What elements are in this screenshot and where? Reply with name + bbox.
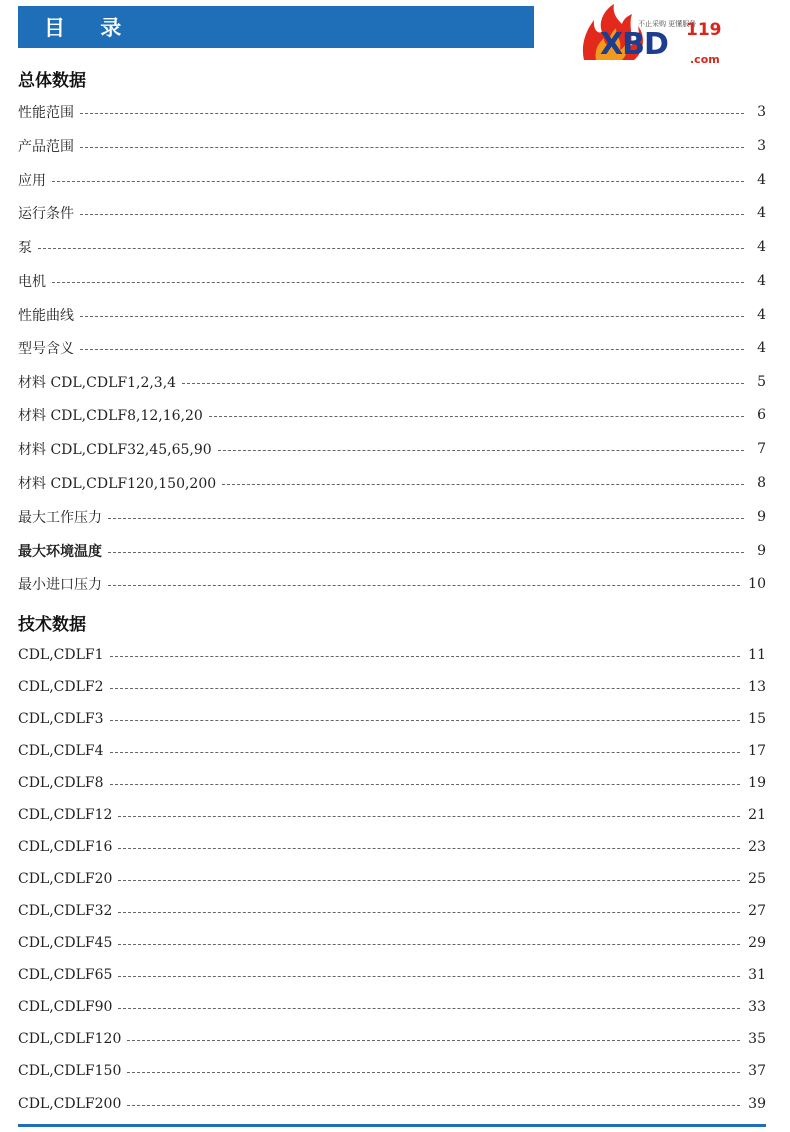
dot-leader <box>80 147 744 148</box>
toc-entry-page: 4 <box>757 205 766 221</box>
page-title: 目 录 <box>44 16 136 40</box>
toc-entry-page: 39 <box>748 1096 766 1112</box>
toc-entry[interactable] <box>18 404 766 426</box>
dot-leader <box>118 912 740 913</box>
section-heading-technical: 技术数据 <box>18 615 86 635</box>
dot-leader <box>110 720 741 721</box>
dot-leader <box>52 181 744 182</box>
toc-entry-page: 33 <box>748 999 766 1015</box>
toc-entry-label: CDL,CDLF32 <box>18 903 113 919</box>
logo-domain: .com <box>690 53 720 66</box>
toc-entry[interactable] <box>18 337 766 359</box>
toc-entry-page: 9 <box>757 509 766 525</box>
toc-entry-label: 性能曲线 <box>18 308 74 324</box>
dot-leader <box>118 1008 740 1009</box>
toc-entry[interactable] <box>18 472 766 494</box>
toc-entry-label: CDL,CDLF20 <box>18 871 113 887</box>
toc-entry-page: 37 <box>748 1063 766 1079</box>
toc-entry[interactable] <box>18 772 766 794</box>
toc-entry-label: 应用 <box>18 173 46 189</box>
toc-entry-page: 4 <box>757 239 766 255</box>
toc-entry-page: 4 <box>757 340 766 356</box>
toc-entry-page: 13 <box>748 679 766 695</box>
dot-leader <box>118 816 740 817</box>
toc-entry[interactable] <box>18 371 766 393</box>
toc-entry[interactable] <box>18 573 766 595</box>
toc-entry-label: CDL,CDLF12 <box>18 807 113 823</box>
toc-entry[interactable] <box>18 932 766 954</box>
toc-entry[interactable] <box>18 868 766 890</box>
toc-entry[interactable] <box>18 676 766 698</box>
dot-leader <box>108 518 744 519</box>
toc-entry-label: 材料 CDL,CDLF120,150,200 <box>18 476 217 492</box>
dot-leader <box>110 784 741 785</box>
toc-entry-label: CDL,CDLF65 <box>18 967 113 983</box>
toc-entry-label: 材料 CDL,CDLF8,12,16,20 <box>18 408 203 424</box>
toc-entry[interactable] <box>18 506 766 528</box>
toc-entry[interactable] <box>18 169 766 191</box>
dot-leader <box>218 450 744 451</box>
toc-entry[interactable] <box>18 304 766 326</box>
toc-entry-page: 15 <box>748 711 766 727</box>
section-heading-general: 总体数据 <box>18 71 86 91</box>
toc-entry-page: 27 <box>748 903 766 919</box>
toc-entry-page: 17 <box>748 743 766 759</box>
dot-leader <box>182 383 744 384</box>
toc-entry-label: 泵 <box>18 240 32 256</box>
toc-entry[interactable] <box>18 1093 766 1115</box>
dot-leader <box>118 848 740 849</box>
toc-entry[interactable] <box>18 836 766 858</box>
dot-leader <box>127 1105 740 1106</box>
dot-leader <box>80 316 744 317</box>
toc-entry-label: 最大环境温度 <box>18 544 102 560</box>
toc-entry-label: CDL,CDLF45 <box>18 935 113 951</box>
toc-entry[interactable] <box>18 644 766 666</box>
toc-entry[interactable] <box>18 540 766 562</box>
dot-leader <box>118 944 740 945</box>
toc-entry-label: CDL,CDLF3 <box>18 711 104 727</box>
toc-entry[interactable] <box>18 202 766 224</box>
toc-entry-label: 运行条件 <box>18 206 74 222</box>
dot-leader <box>127 1072 740 1073</box>
toc-entry-page: 8 <box>757 475 766 491</box>
dot-leader <box>80 349 744 350</box>
toc-entry-label: 材料 CDL,CDLF1,2,3,4 <box>18 375 177 391</box>
toc-entry-label: CDL,CDLF200 <box>18 1096 122 1112</box>
dot-leader <box>108 552 744 553</box>
toc-entry-page: 25 <box>748 871 766 887</box>
dot-leader <box>118 880 740 881</box>
toc-entry-page: 19 <box>748 775 766 791</box>
dot-leader <box>110 752 741 753</box>
dot-leader <box>209 416 744 417</box>
toc-entry[interactable] <box>18 964 766 986</box>
toc-entry-label: CDL,CDLF16 <box>18 839 113 855</box>
toc-entry[interactable] <box>18 270 766 292</box>
toc-entry-page: 11 <box>748 647 766 663</box>
logo-wordmark: XBD <box>600 27 668 62</box>
dot-leader <box>110 688 741 689</box>
toc-entry-page: 31 <box>748 967 766 983</box>
toc-entry-page: 7 <box>757 441 766 457</box>
toc-entry[interactable] <box>18 236 766 258</box>
toc-entry-page: 35 <box>748 1031 766 1047</box>
toc-entry-label: CDL,CDLF8 <box>18 775 104 791</box>
toc-entry[interactable] <box>18 708 766 730</box>
dot-leader <box>108 585 740 586</box>
toc-entry-label: CDL,CDLF120 <box>18 1031 122 1047</box>
dot-leader <box>222 484 744 485</box>
toc-entry[interactable] <box>18 1028 766 1050</box>
toc-entry-page: 4 <box>757 172 766 188</box>
dot-leader <box>80 113 744 114</box>
toc-entry-label: CDL,CDLF90 <box>18 999 113 1015</box>
toc-entry-label: CDL,CDLF1 <box>18 647 104 663</box>
toc-entry-page: 4 <box>757 273 766 289</box>
toc-entry-page: 21 <box>748 807 766 823</box>
toc-entry-label: CDL,CDLF4 <box>18 743 104 759</box>
toc-entry[interactable] <box>18 740 766 762</box>
toc-entry[interactable] <box>18 900 766 922</box>
dot-leader <box>38 248 744 249</box>
dot-leader <box>118 976 740 977</box>
toc-entry-page: 6 <box>757 407 766 423</box>
toc-entry-label: 材料 CDL,CDLF32,45,65,90 <box>18 442 212 458</box>
dot-leader <box>110 656 741 657</box>
toc-entry[interactable] <box>18 1060 766 1082</box>
toc-entry-label: 性能范围 <box>18 105 74 121</box>
dot-leader <box>127 1040 740 1041</box>
toc-entry[interactable] <box>18 804 766 826</box>
toc-entry[interactable] <box>18 996 766 1018</box>
toc-entry-page: 3 <box>757 104 766 120</box>
toc-entry-label: CDL,CDLF2 <box>18 679 104 695</box>
toc-entry-page: 29 <box>748 935 766 951</box>
toc-entry-label: 产品范围 <box>18 139 74 155</box>
toc-entry-label: CDL,CDLF150 <box>18 1063 122 1079</box>
logo-number: 119 <box>686 20 722 40</box>
toc-entry-page: 10 <box>748 576 766 592</box>
toc-entry-label: 最大工作压力 <box>18 510 102 526</box>
toc-entry-page: 9 <box>757 543 766 559</box>
toc-entry-label: 最小进口压力 <box>18 577 102 593</box>
toc-entry-label: 型号含义 <box>18 341 74 357</box>
dot-leader <box>52 282 744 283</box>
toc-entry-page: 4 <box>757 307 766 323</box>
toc-entry[interactable] <box>18 438 766 460</box>
dot-leader <box>80 214 744 215</box>
toc-entry-page: 3 <box>757 138 766 154</box>
toc-title-bar <box>18 6 534 48</box>
toc-entry[interactable] <box>18 101 766 123</box>
logo-tagline: 不止采购 更懂服务 <box>638 20 697 28</box>
toc-entry-page: 23 <box>748 839 766 855</box>
footer-rule <box>18 1124 766 1127</box>
toc-entry[interactable] <box>18 135 766 157</box>
toc-entry-page: 5 <box>757 374 766 390</box>
toc-entry-label: 电机 <box>18 274 46 290</box>
